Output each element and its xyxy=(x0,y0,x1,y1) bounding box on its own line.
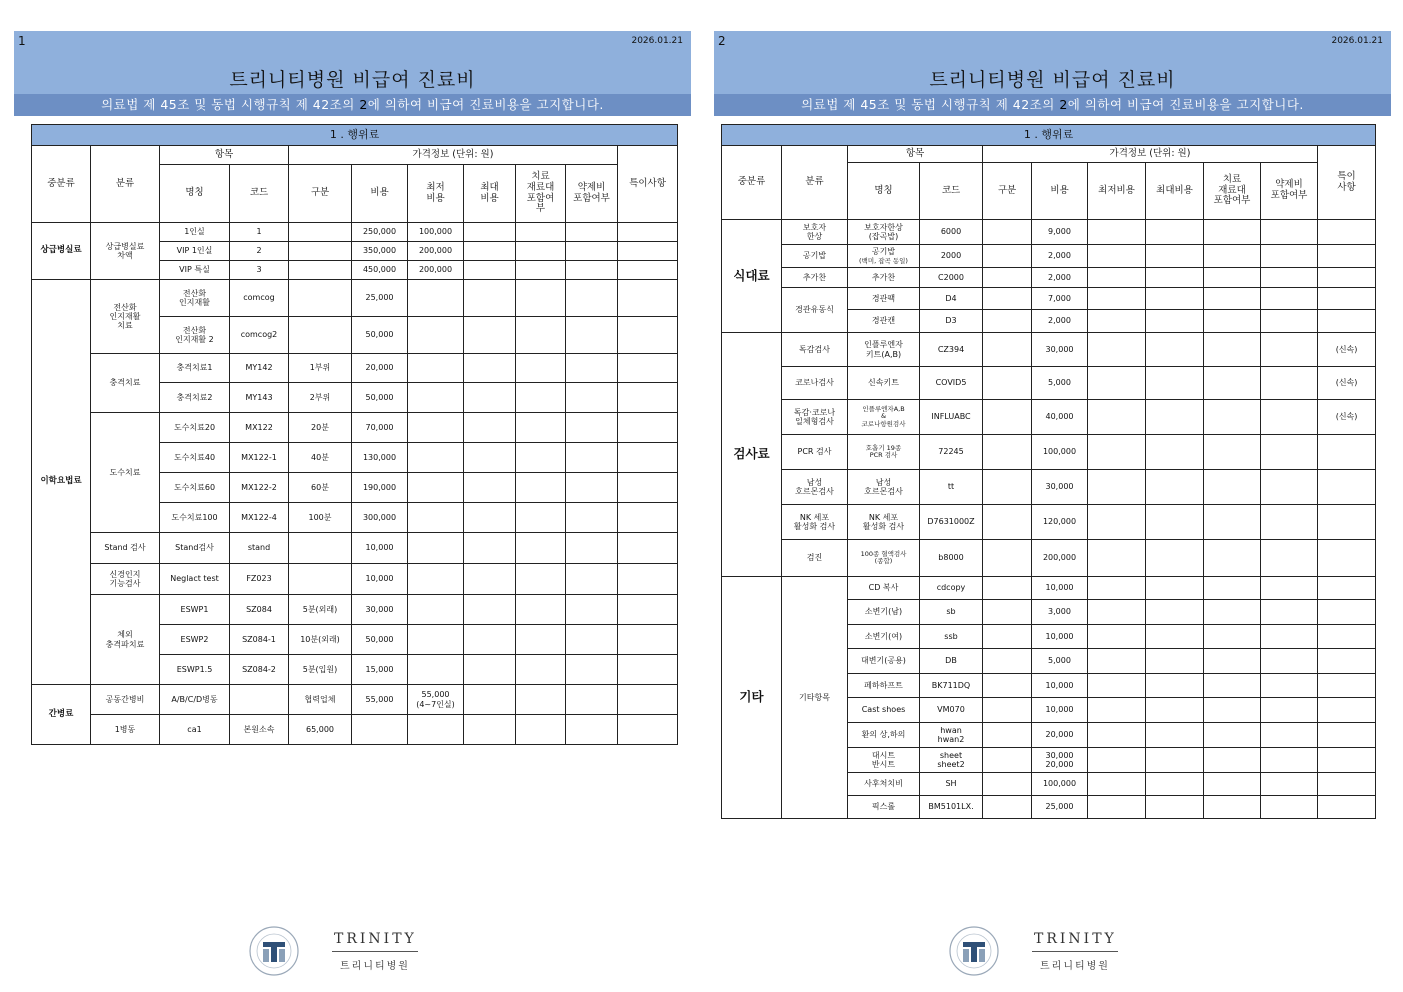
item-type xyxy=(289,533,352,564)
item-name: 보호자한상 (잡곡밥) xyxy=(848,220,920,245)
item-cost: 7,000 xyxy=(1032,288,1088,310)
item-name: Neglact test xyxy=(160,564,230,595)
page-date: 2026.01.21 xyxy=(631,36,683,46)
item-cost: 25,000 xyxy=(352,280,408,317)
col-price: 가격정보 (단위: 원) xyxy=(983,146,1318,163)
col-type: 구분 xyxy=(983,163,1032,220)
item-name: ESWP2 xyxy=(160,625,230,655)
item-name: CD 복사 xyxy=(848,577,920,600)
item-min: 200,000 xyxy=(408,261,464,280)
item-name: 공동간병비 xyxy=(91,685,160,715)
item-cost: 10,000 xyxy=(1032,674,1088,698)
category-label: 상급병실료 차액 xyxy=(91,223,160,280)
item-name-note: (백미, 잡곡 동일) xyxy=(859,256,908,265)
col-name: 명칭 xyxy=(160,165,230,223)
item-cost: 9,000 xyxy=(1032,220,1088,245)
category-label: 코로나검사 xyxy=(782,367,848,400)
category-label: 남성 호르몬검사 xyxy=(782,470,848,505)
col-cost: 비용 xyxy=(1032,163,1088,220)
item-code: MX122-4 xyxy=(230,503,289,533)
item-cost: 30,000 20,000 xyxy=(1032,748,1088,773)
item-name: 도수치료40 xyxy=(160,443,230,473)
item-code: INFLUABC xyxy=(920,400,983,435)
col-item: 항목 xyxy=(160,146,289,165)
item-code: C2000 xyxy=(920,268,983,288)
page-number: 2 xyxy=(718,34,726,48)
item-cost: 10,000 xyxy=(352,564,408,595)
col-price: 가격정보 (단위: 원) xyxy=(289,146,618,165)
category-label: 신경인지 기능검사 xyxy=(91,564,160,595)
item-name: 경관팩 xyxy=(848,288,920,310)
item-code: ca1 xyxy=(160,715,230,745)
item-name: 전산화 인지재활 xyxy=(160,280,230,317)
table-row xyxy=(722,577,1376,600)
table-row xyxy=(32,413,678,443)
item-code: A/B/C/D병동 xyxy=(160,685,230,715)
item-code: tt xyxy=(920,470,983,505)
item-name: 도수치료20 xyxy=(160,413,230,443)
brand-name: TRINITY xyxy=(334,931,417,947)
hospital-seal-icon xyxy=(948,925,1000,977)
page-number: 1 xyxy=(18,34,26,48)
item-cost: 5,000 xyxy=(1032,367,1088,400)
page-1 xyxy=(14,31,691,734)
category-label: 전산화 인지재활 치료 xyxy=(91,280,160,354)
item-name: 대시트 반시트 xyxy=(848,748,920,773)
item-code: 1 xyxy=(230,223,289,242)
item-type xyxy=(289,280,352,317)
footer-logo xyxy=(248,925,448,977)
table-row xyxy=(32,685,678,715)
group-label: 상급병실료 xyxy=(32,223,91,280)
item-code: SZ084-2 xyxy=(230,655,289,685)
item-code-2 xyxy=(230,685,289,715)
page-subtitle: 의료법 제 45조 및 동법 시행규칙 제 42조의 2에 의하여 비급여 진료비용을 고지합니다. xyxy=(714,94,1391,116)
item-name: 인플루엔자 키트(A,B) xyxy=(848,333,920,367)
item-code: comcog2 xyxy=(230,317,289,354)
col-min: 최저비용 xyxy=(1088,163,1146,220)
category-label: Stand 검사 xyxy=(91,533,160,564)
item-code: SZ084-1 xyxy=(230,625,289,655)
item-name: 충격치료2 xyxy=(160,383,230,413)
item-name: 소변기(여) xyxy=(848,625,920,649)
item-code: cdcopy xyxy=(920,577,983,600)
category-label: 공기밥 xyxy=(782,245,848,268)
item-cost: 350,000 xyxy=(352,242,408,261)
item-min: 200,000 xyxy=(408,242,464,261)
item-note: (신속) xyxy=(1318,400,1376,435)
fee-table-1 xyxy=(31,124,678,745)
item-cost: 100,000 xyxy=(1032,773,1088,796)
item-cost: 50,000 xyxy=(352,625,408,655)
group-label: 식대료 xyxy=(722,220,782,333)
item-cost: 10,000 xyxy=(1032,577,1088,600)
table-row xyxy=(722,268,1376,288)
table-row xyxy=(32,564,678,595)
item-name: 1병동 xyxy=(91,715,160,745)
col-max: 최대비용 xyxy=(1146,163,1204,220)
item-name: Cast shoes xyxy=(848,698,920,723)
col-drug: 약제비 포함여부 xyxy=(1261,163,1318,220)
item-code: DB xyxy=(920,649,983,674)
item-code: 2000 xyxy=(920,245,983,268)
item-name: 인플루엔자A,B & 코로나항원검사 xyxy=(848,400,920,435)
page-subtitle: 의료법 제 45조 및 동법 시행규칙 제 42조의 2에 의하여 비급여 진료비용을 고지합니다. xyxy=(14,94,691,116)
col-name: 명칭 xyxy=(848,163,920,220)
item-code: D3 xyxy=(920,310,983,333)
category-label: 기타항목 xyxy=(782,577,848,819)
item-code: VM070 xyxy=(920,698,983,723)
col-item: 항목 xyxy=(848,146,983,163)
group-label: 검사료 xyxy=(722,333,782,577)
item-cost: 2,000 xyxy=(1032,310,1088,333)
item-cost: 130,000 xyxy=(352,443,408,473)
item-name: 사후처치비 xyxy=(848,773,920,796)
item-name: NK 세포 활성화 검사 xyxy=(848,505,920,540)
item-note: (신속) xyxy=(1318,333,1376,367)
brand-name-kr: 트리니티병원 xyxy=(340,961,410,972)
section-title: 1 . 행위료 xyxy=(722,125,1376,146)
item-cost: 200,000 xyxy=(1032,540,1088,577)
item-min: 55,000 (4~7인실) xyxy=(408,685,464,715)
item-cost: 10,000 xyxy=(1032,698,1088,723)
page-date: 2026.01.21 xyxy=(1331,36,1383,46)
item-code: MY142 xyxy=(230,354,289,383)
item-name: Stand검사 xyxy=(160,533,230,564)
item-cost: 70,000 xyxy=(352,413,408,443)
table-row xyxy=(722,288,1376,310)
item-cost: 3,000 xyxy=(1032,600,1088,625)
item-code: stand xyxy=(230,533,289,564)
item-cost: 190,000 xyxy=(352,473,408,503)
page-title: 트리니티병원 비급여 진료비 xyxy=(929,69,1176,91)
item-code: 6000 xyxy=(920,220,983,245)
category-label: 충격치료 xyxy=(91,354,160,413)
item-cost: 55,000 xyxy=(352,685,408,715)
table-row xyxy=(32,715,678,745)
category-label: 검진 xyxy=(782,540,848,577)
item-name: VIP 1인실 xyxy=(160,242,230,261)
item-type: 5분(외래) xyxy=(289,595,352,625)
group-label: 기타 xyxy=(722,577,782,819)
col-material: 치료 재료대 포함여 부 xyxy=(516,165,566,223)
item-min: 100,000 xyxy=(408,223,464,242)
item-code: ssb xyxy=(920,625,983,649)
item-type: 20분 xyxy=(289,413,352,443)
page-header xyxy=(714,31,1391,94)
item-cost: 2,000 xyxy=(1032,245,1088,268)
item-code: MX122-2 xyxy=(230,473,289,503)
table-row xyxy=(722,245,1376,268)
item-code: MX122-1 xyxy=(230,443,289,473)
item-name: 도수치료60 xyxy=(160,473,230,503)
item-note: (신속) xyxy=(1318,367,1376,400)
item-name: 도수치료100 xyxy=(160,503,230,533)
item-name: 소변기(남) xyxy=(848,600,920,625)
item-code: BM5101LX. xyxy=(920,796,983,819)
item-cost: 25,000 xyxy=(1032,796,1088,819)
item-cost: 5,000 xyxy=(1032,649,1088,674)
col-max: 최대 비용 xyxy=(464,165,516,223)
item-code: sb xyxy=(920,600,983,625)
brand-divider xyxy=(332,951,418,952)
item-name: 충격치료1 xyxy=(160,354,230,383)
item-name: 추가찬 xyxy=(848,268,920,288)
item-cost: 30,000 xyxy=(352,595,408,625)
col-mid: 중분류 xyxy=(722,146,782,220)
item-type: 60분 xyxy=(289,473,352,503)
section-title: 1 . 행위료 xyxy=(32,125,678,146)
item-code: SH xyxy=(920,773,983,796)
brand-divider xyxy=(1032,951,1118,952)
item-name: ESWP1.5 xyxy=(160,655,230,685)
item-code: MY143 xyxy=(230,383,289,413)
group-label: 간병료 xyxy=(32,685,91,745)
item-code: MX122 xyxy=(230,413,289,443)
category-label: 추가찬 xyxy=(782,268,848,288)
item-name: 공기밥 xyxy=(871,246,896,256)
table-row xyxy=(722,435,1376,470)
col-code: 코드 xyxy=(920,163,983,220)
item-type xyxy=(289,564,352,595)
col-mid: 중분류 xyxy=(32,146,91,223)
item-cost: 15,000 xyxy=(352,655,408,685)
item-cost: 40,000 xyxy=(1032,400,1088,435)
item-code: CZ394 xyxy=(920,333,983,367)
item-code: BK711DQ xyxy=(920,674,983,698)
item-type: 협력업체 xyxy=(289,685,352,715)
group-label: 이학요법료 xyxy=(32,280,91,685)
item-cost: 100,000 xyxy=(1032,435,1088,470)
item-code: 72245 xyxy=(920,435,983,470)
item-cost: 300,000 xyxy=(352,503,408,533)
item-type: 65,000 xyxy=(289,715,352,745)
item-cost: 250,000 xyxy=(352,223,408,242)
table-row xyxy=(722,400,1376,435)
item-cost: 2,000 xyxy=(1032,268,1088,288)
item-code: COVID5 xyxy=(920,367,983,400)
brand-name-kr: 트리니티병원 xyxy=(1040,961,1110,972)
category-label: 경관유동식 xyxy=(782,288,848,333)
footer-logo xyxy=(948,925,1148,977)
item-type: 1부위 xyxy=(289,354,352,383)
col-material: 치료 재료대 포함여부 xyxy=(1204,163,1261,220)
item-name: VIP 특실 xyxy=(160,261,230,280)
col-type: 구분 xyxy=(289,165,352,223)
col-note: 특이사항 xyxy=(618,146,678,223)
item-cost: 10,000 xyxy=(1032,625,1088,649)
item-name: 남성 호르몬검사 xyxy=(848,470,920,505)
category-label: PCR 검사 xyxy=(782,435,848,470)
category-label: 독감검사 xyxy=(782,333,848,367)
item-type: 5분(입원) xyxy=(289,655,352,685)
item-cost: 50,000 xyxy=(352,317,408,354)
item-type: 10분(외래) xyxy=(289,625,352,655)
col-drug: 약제비 포함여부 xyxy=(566,165,618,223)
table-row xyxy=(722,367,1376,400)
category-label: 보호자 한상 xyxy=(782,220,848,245)
category-label: 도수치료 xyxy=(91,413,160,533)
item-cost: 450,000 xyxy=(352,261,408,280)
item-code: 2 xyxy=(230,242,289,261)
item-code: b8000 xyxy=(920,540,983,577)
col-note: 특이 사항 xyxy=(1318,146,1376,220)
item-cost: 20,000 xyxy=(1032,723,1088,748)
col-cat: 분류 xyxy=(91,146,160,223)
item-code: sheet sheet2 xyxy=(920,748,983,773)
item-code: D4 xyxy=(920,288,983,310)
table-row xyxy=(722,540,1376,577)
item-cost: 120,000 xyxy=(1032,505,1088,540)
item-name: 신속키트 xyxy=(848,367,920,400)
col-cat: 분류 xyxy=(782,146,848,220)
table-row xyxy=(32,533,678,564)
item-type xyxy=(289,242,352,261)
item-cost: 30,000 xyxy=(1032,333,1088,367)
item-type xyxy=(289,223,352,242)
item-code: SZ084 xyxy=(230,595,289,625)
item-cost: 10,000 xyxy=(352,533,408,564)
page-2 xyxy=(714,31,1391,812)
table-row xyxy=(722,333,1376,367)
category-label: 독감·코로나 일체형검사 xyxy=(782,400,848,435)
item-code: 3 xyxy=(230,261,289,280)
item-name: 1인실 xyxy=(160,223,230,242)
table-row xyxy=(722,505,1376,540)
table-row xyxy=(32,354,678,383)
table-row xyxy=(32,223,678,242)
item-code: hwan hwan2 xyxy=(920,723,983,748)
table-row xyxy=(32,595,678,625)
item-code-2: 본원소속 xyxy=(230,715,289,745)
item-name: 환의 상,하의 xyxy=(848,723,920,748)
item-code: D7631000Z xyxy=(920,505,983,540)
table-row xyxy=(722,470,1376,505)
item-name: 대변기(공용) xyxy=(848,649,920,674)
fee-table-2 xyxy=(721,124,1376,819)
item-type: 100분 xyxy=(289,503,352,533)
item-type xyxy=(289,317,352,354)
item-name: 경관캔 xyxy=(848,310,920,333)
col-cost: 비용 xyxy=(352,165,408,223)
item-cost: 30,000 xyxy=(1032,470,1088,505)
col-min: 최저 비용 xyxy=(408,165,464,223)
item-name: ESWP1 xyxy=(160,595,230,625)
item-type xyxy=(289,261,352,280)
page-title: 트리니티병원 비급여 진료비 xyxy=(229,69,476,91)
item-cost: 50,000 xyxy=(352,383,408,413)
table-row xyxy=(722,220,1376,245)
col-code: 코드 xyxy=(230,165,289,223)
item-name: 픽스롤 xyxy=(848,796,920,819)
item-cost: 20,000 xyxy=(352,354,408,383)
item-type: 2부위 xyxy=(289,383,352,413)
category-label: NK 세포 활성화 검사 xyxy=(782,505,848,540)
hospital-seal-icon xyxy=(248,925,300,977)
item-name: 호흡기 19종 PCR 검사 xyxy=(848,435,920,470)
item-name: 전산화 인지재활 2 xyxy=(160,317,230,354)
page-header xyxy=(14,31,691,94)
brand-name: TRINITY xyxy=(1034,931,1117,947)
table-row xyxy=(32,280,678,317)
category-label: 체외 충격파치료 xyxy=(91,595,160,685)
item-name: 페하하프트 xyxy=(848,674,920,698)
item-type: 40분 xyxy=(289,443,352,473)
item-code: FZ023 xyxy=(230,564,289,595)
item-code: comcog xyxy=(230,280,289,317)
item-name: 100종 혈액검사 (종합) xyxy=(848,540,920,577)
